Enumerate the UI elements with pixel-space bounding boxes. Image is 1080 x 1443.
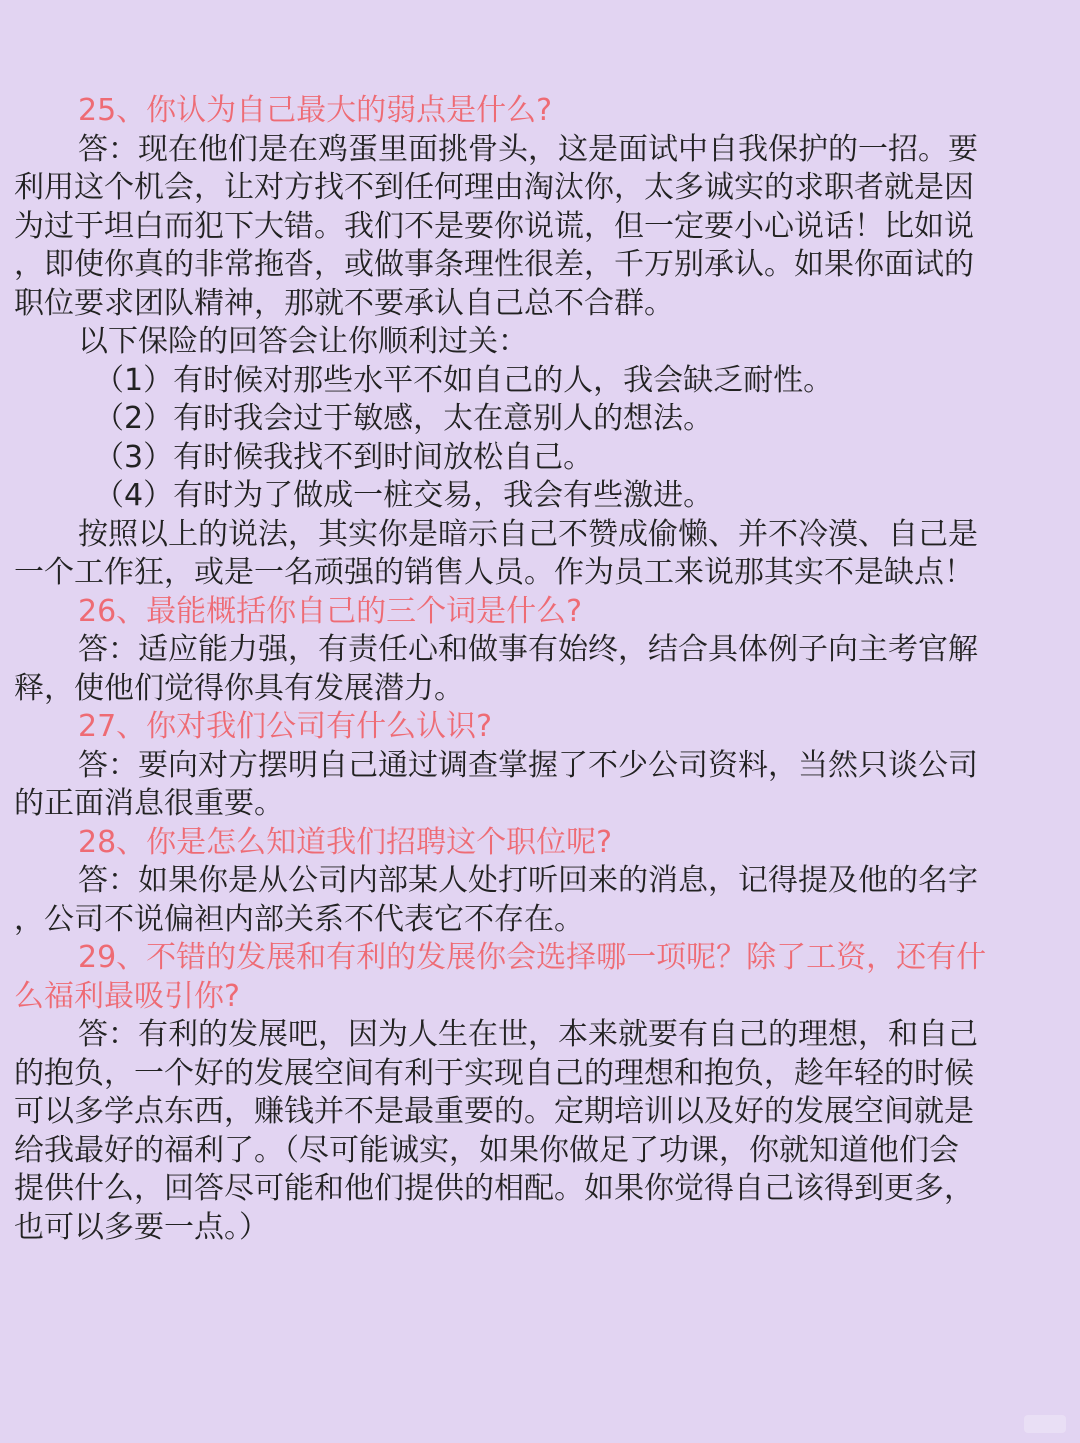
answer-line: 也可以多要一点。） (14, 1209, 269, 1245)
question-line: 27、你对我们公司有什么认识? (78, 709, 493, 744)
answer-line: （2）有时我会过于敏感，太在意别人的想法。 (94, 401, 714, 436)
answer-line: （4）有时为了做成一桩交易，我会有些激进。 (94, 478, 714, 513)
answer-line: 的正面消息很重要。 (14, 786, 284, 821)
answer-line: 职位要求团队精神，那就不要承认自己总不合群。 (14, 285, 674, 321)
answer-line: 可以多学点东西，赚钱并不是最重要的。定期培训以及好的发展空间就是 (14, 1094, 974, 1129)
answer-line: 提供什么，回答尽可能和他们提供的相配。如果你觉得自己该得到更多， (14, 1171, 974, 1206)
answer-line: 释，使他们觉得你具有发展潜力。 (14, 670, 464, 706)
answer-line: 给我最好的福利了。（尽可能诚实，如果你做足了功课，你就知道他们会 (14, 1132, 959, 1168)
question-line: 么福利最吸引你? (14, 978, 240, 1014)
interview-qa-text (14, 92, 1044, 1247)
watermark-mark (1024, 1415, 1066, 1433)
question-line: 29、不错的发展和有利的发展你会选择哪一项呢？除了工资，还有什 (78, 940, 987, 975)
answer-line: 答：现在他们是在鸡蛋里面挑骨头，这是面试中自我保护的一招。要 (78, 131, 978, 167)
answer-line: 一个工作狂，或是一名顽强的销售人员。作为员工来说那其实不是缺点！ (14, 555, 974, 590)
answer-line: ，即使你真的非常拖沓，或做事条理性很差，千万别承认。如果你面试的 (14, 247, 974, 282)
answer-line: 答：有利的发展吧，因为人生在世，本来就要有自己的理想，和自己 (78, 1017, 978, 1052)
answer-line: 的抱负，一个好的发展空间有利于实现自己的理想和抱负，趁年轻的时候 (14, 1055, 974, 1091)
question-line: 26、最能概括你自己的三个词是什么? (78, 593, 583, 629)
answer-line: ，公司不说偏袒内部关系不代表它不存在。 (14, 901, 584, 937)
answer-line: 为过于坦白而犯下大错。我们不是要你说谎，但一定要小心说话！比如说 (14, 208, 974, 244)
question-line: 25、你认为自己最大的弱点是什么? (78, 93, 553, 128)
answer-line: 答：如果你是从公司内部某人处打听回来的消息，记得提及他的名字 (78, 863, 978, 898)
answer-line: （1）有时候对那些水平不如自己的人，我会缺乏耐性。 (94, 362, 834, 398)
answer-line: 答：适应能力强，有责任心和做事有始终，结合具体例子向主考官解 (78, 632, 978, 667)
answer-line: 按照以上的说法，其实你是暗示自己不赞成偷懒、并不冷漠、自己是 (78, 516, 978, 552)
question-line: 28、你是怎么知道我们招聘这个职位呢? (78, 824, 613, 860)
answer-line: 答：要向对方摆明自己通过调查掌握了不少公司资料，当然只谈公司 (78, 747, 978, 783)
answer-line: （3）有时候我找不到时间放松自己。 (94, 439, 594, 475)
answer-line: 利用这个机会，让对方找不到任何理由淘汰你，太多诚实的求职者就是因 (14, 170, 974, 205)
answer-line: 以下保险的回答会让你顺利过关： (78, 324, 528, 359)
